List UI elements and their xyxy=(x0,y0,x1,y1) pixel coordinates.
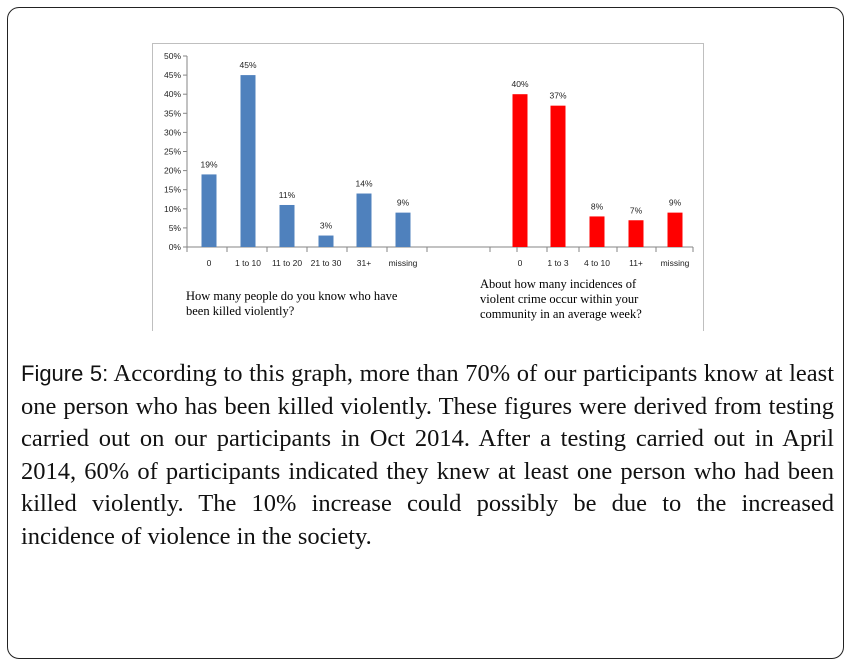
bar xyxy=(590,216,605,247)
bar xyxy=(396,213,411,247)
data-label: 19% xyxy=(200,159,218,170)
bar xyxy=(202,174,217,247)
left-bar-chart xyxy=(200,60,417,268)
y-tick-label: 40% xyxy=(163,89,181,100)
bar xyxy=(241,75,256,247)
category-label: 0 xyxy=(206,258,212,268)
data-label: 40% xyxy=(511,79,529,90)
data-label: 45% xyxy=(239,60,257,71)
bar xyxy=(668,213,683,247)
bar xyxy=(280,205,295,247)
y-tick-label: 35% xyxy=(163,108,181,119)
y-tick-label: 45% xyxy=(163,70,181,81)
category-label: 31+ xyxy=(356,258,372,268)
data-label: 11% xyxy=(278,189,296,200)
right-chart-question: About how many incidences of violent crime occur within your community in an average week? xyxy=(480,277,642,321)
category-label: 1 to 10 xyxy=(235,258,261,268)
bar xyxy=(551,106,566,247)
category-label: 11 to 20 xyxy=(271,258,303,268)
category-label: missing xyxy=(388,258,418,268)
caption-text: According to this graph, more than 70% of our participants know at least one person who has been killed violently. These figures were derived from testing carried out on our participants in Oct 2014. After a testing carried out in April 2014, 60% of participants indicated they knew at least one person who had been killed violently. The 10% increase could possibly be due to the increased incidence of violence in the society. xyxy=(21,360,834,550)
category-label: 1 to 3 xyxy=(547,258,569,268)
category-label: 0 xyxy=(517,258,523,268)
data-label: 14% xyxy=(355,178,373,189)
bar xyxy=(513,94,528,247)
y-tick-label: 10% xyxy=(163,203,181,214)
left-chart-question: How many people do you know who have been killed violently? xyxy=(186,289,398,318)
data-label: 8% xyxy=(590,201,604,212)
bar xyxy=(357,194,372,247)
bar xyxy=(319,236,334,247)
y-tick-label: 30% xyxy=(163,127,181,138)
category-label: 4 to 10 xyxy=(584,258,610,268)
data-label: 37% xyxy=(549,90,567,101)
category-label: 21 to 30 xyxy=(310,258,342,268)
data-label: 3% xyxy=(319,220,333,231)
data-label: 9% xyxy=(668,197,682,208)
data-label: 9% xyxy=(396,197,410,208)
category-label: 11+ xyxy=(629,258,643,268)
y-tick-label: 25% xyxy=(163,146,181,157)
bar xyxy=(629,220,644,247)
y-tick-label: 20% xyxy=(163,165,181,176)
caption-label: Figure 5: xyxy=(21,361,109,386)
y-tick-label: 15% xyxy=(163,184,181,195)
figure-caption xyxy=(21,358,834,553)
y-tick-label: 50% xyxy=(163,51,181,61)
category-label: missing xyxy=(660,258,690,268)
right-bar-chart xyxy=(511,79,689,268)
y-tick-label: 5% xyxy=(168,222,181,233)
y-tick-label: 0% xyxy=(168,242,181,252)
data-label: 7% xyxy=(629,205,643,216)
